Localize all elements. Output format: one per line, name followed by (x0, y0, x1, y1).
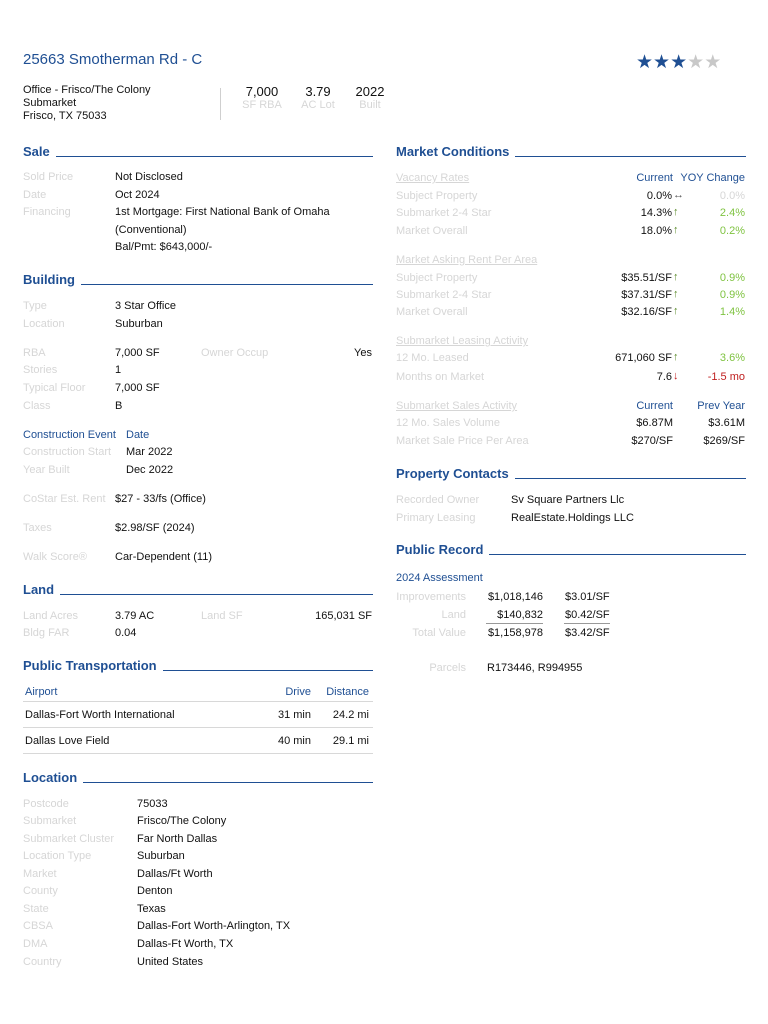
year-built-value: Dec 2022 (126, 464, 174, 476)
up-arrow-icon: ↑ (673, 271, 679, 283)
contacts-heading (396, 467, 746, 481)
star-filled-icon: ★ (653, 52, 671, 73)
location-value: Dallas/Ft Worth (137, 868, 213, 880)
up-arrow-icon: ↑ (673, 206, 679, 218)
rent-change-0: 0.9% (719, 272, 745, 284)
building-value-location: Suburban (115, 318, 163, 330)
stat-built-label: Built (359, 99, 381, 111)
leasing-value-1: 7.6 (656, 371, 672, 383)
up-arrow-icon: ↑ (673, 224, 679, 236)
sales-value-1: $270/SF (631, 435, 673, 447)
building-heading-text: Building (23, 272, 75, 287)
rent-value-2: $32.16/SF (621, 306, 672, 318)
sale-value-financing-type: (Conventional) (115, 224, 187, 236)
location-label: Country (23, 956, 62, 968)
up-arrow-icon: ↑ (673, 351, 679, 363)
transport-heading-text: Public Transportation (23, 658, 157, 673)
location-heading (23, 771, 373, 785)
rent-change-2: 1.4% (719, 306, 745, 318)
transport-heading (23, 659, 373, 673)
stat-lot-value: 3.79 (305, 84, 331, 99)
construction-date-header: Date (126, 429, 150, 441)
est-rent-value: $27 - 33/fs (Office) (115, 493, 206, 505)
construction-start-label: Construction Start (23, 446, 112, 458)
location-label: CBSA (23, 920, 53, 932)
sale-value-balance: Bal/Pmt: $643,000/- (115, 241, 213, 253)
stat-built (350, 84, 390, 111)
contacts-heading-text: Property Contacts (396, 466, 509, 481)
vacancy-change-0: 0.0% (719, 190, 745, 202)
taxes-label: Taxes (23, 522, 52, 534)
rent-change-1: 0.9% (719, 289, 745, 301)
location-label: State (23, 903, 49, 915)
up-arrow-icon: ↑ (673, 288, 679, 300)
star-filled-icon: ★ (670, 52, 688, 73)
rent-value-0: $35.51/SF (621, 272, 672, 284)
sale-heading (23, 145, 373, 159)
star-empty-icon: ★ (687, 52, 705, 73)
location-heading-text: Location (23, 770, 78, 785)
sale-value-financing: 1st Mortgage: First National Bank of Omaha (115, 206, 330, 218)
sale-label-date: Date (23, 189, 47, 201)
leasing-change-0: 3.6% (719, 352, 745, 364)
owner-label: Recorded Owner (396, 494, 480, 506)
transport-distance-0: 24.2 mi (332, 709, 369, 721)
building-label-rba: RBA (23, 347, 46, 359)
location-value: Frisco/The Colony (137, 815, 227, 827)
building-label-type: Type (23, 300, 47, 312)
sales-prev-0: $3.61M (708, 417, 745, 429)
vacancy-rates-link[interactable]: Vacancy Rates (396, 172, 470, 184)
transport-col-drive: Drive (285, 686, 311, 698)
property-submarket: Submarket (23, 97, 77, 109)
leasing-label-0: 12 Mo. Leased (396, 352, 469, 364)
assessment-persf: $3.01/SF (565, 591, 610, 603)
location-value: Far North Dallas (137, 833, 218, 845)
year-built-label: Year Built (23, 464, 70, 476)
sale-label-financing: Financing (23, 206, 71, 218)
vacancy-label-2: Market Overall (396, 225, 468, 237)
transport-distance-1: 29.1 mi (332, 735, 369, 747)
table-row: Dallas-Fort Worth International (25, 709, 175, 721)
building-value-rba: 7,000 SF (115, 347, 160, 359)
sales-label-0: 12 Mo. Sales Volume (396, 417, 500, 429)
taxes-value: $2.98/SF (2024) (115, 522, 195, 534)
owner-value: Sv Square Partners Llc (511, 494, 625, 506)
star-empty-icon: ★ (704, 52, 722, 73)
assessment-label: Land (441, 609, 466, 621)
location-value: Dallas-Ft Worth, TX (137, 938, 234, 950)
rent-label-2: Market Overall (396, 306, 468, 318)
building-label-floor: Typical Floor (23, 382, 86, 394)
land-heading (23, 583, 373, 597)
property-title: 25663 Smotherman Rd - C (23, 51, 203, 68)
sale-value-price: Not Disclosed (115, 171, 183, 183)
land-sf-label: Land SF (201, 610, 243, 622)
stat-lot (296, 84, 340, 111)
stat-rba-label: SF RBA (242, 99, 282, 111)
parcels-label: Parcels (429, 662, 466, 674)
market-heading (396, 145, 746, 159)
assessment-label: Total Value (412, 627, 466, 639)
up-arrow-icon: ↑ (673, 305, 679, 317)
land-acres-label: Land Acres (23, 610, 79, 622)
assessment-persf: $3.42/SF (565, 627, 610, 639)
est-rent-label: CoStar Est. Rent (23, 493, 106, 505)
vacancy-label-1: Submarket 2-4 Star (396, 207, 492, 219)
record-heading-text: Public Record (396, 542, 484, 557)
transport-drive-1: 40 min (277, 735, 311, 747)
rent-label-1: Submarket 2-4 Star (396, 289, 492, 301)
land-sf-value: 165,031 SF (315, 610, 372, 622)
leasing-value-0: 671,060 SF (615, 352, 672, 364)
location-value: United States (137, 956, 204, 968)
header-divider (220, 88, 221, 120)
location-label: County (23, 885, 58, 897)
assessment-persf: $0.42/SF (565, 609, 610, 621)
land-heading-text: Land (23, 582, 55, 597)
sales-activity-link[interactable]: Submarket Sales Activity (396, 400, 518, 412)
construction-event-header: Construction Event (23, 429, 116, 441)
assessment-value: $1,018,146 (487, 591, 543, 603)
vacancy-change-1: 2.4% (719, 207, 745, 219)
sale-label-price: Sold Price (23, 171, 74, 183)
building-heading (23, 273, 373, 287)
vacancy-value-1: 14.3% (640, 207, 672, 219)
building-value-type: 3 Star Office (115, 300, 176, 312)
transport-col-airport: Airport (25, 686, 58, 698)
assessment-label: Improvements (396, 591, 466, 603)
vacancy-value-2: 18.0% (640, 225, 672, 237)
record-heading (396, 543, 746, 557)
leasing-activity-link[interactable]: Submarket Leasing Activity (396, 335, 529, 347)
location-label: DMA (23, 938, 48, 950)
stat-rba-value: 7,000 (245, 84, 279, 99)
location-value: Texas (137, 903, 166, 915)
sales-value-0: $6.87M (636, 417, 673, 429)
vacancy-label-0: Subject Property (396, 190, 478, 202)
leasing-change-1: -1.5 mo (707, 371, 745, 383)
walk-score-value: Car-Dependent (11) (115, 551, 213, 563)
stat-lot-label: AC Lot (301, 99, 335, 111)
building-value-stories: 1 (115, 364, 122, 376)
leasing-label-1: Months on Market (396, 371, 485, 383)
asking-rent-link[interactable]: Market Asking Rent Per Area (396, 254, 538, 266)
building-value-owner: Yes (354, 347, 372, 359)
rent-value-1: $37.31/SF (621, 289, 672, 301)
location-label: Market (23, 868, 57, 880)
property-type: Office - Frisco/The Colony (23, 84, 151, 96)
parcels-value: R173446, R994955 (487, 662, 583, 674)
building-value-floor: 7,000 SF (115, 382, 160, 394)
market-col-current: Current (636, 172, 673, 184)
stat-rba (236, 84, 288, 111)
sales-col-prev: Prev Year (697, 400, 745, 412)
sale-value-date: Oct 2024 (115, 189, 160, 201)
market-heading-text: Market Conditions (396, 144, 510, 159)
leasing-contact-label: Primary Leasing (396, 512, 476, 524)
building-label-owner: Owner Occup (201, 347, 269, 359)
vacancy-value-0: 0.0% (646, 190, 672, 202)
walk-score-label: Walk Score® (23, 551, 87, 563)
stat-built-value: 2022 (355, 84, 385, 99)
building-label-location: Location (23, 318, 65, 330)
star-rating (636, 53, 721, 72)
down-arrow-icon: ↓ (673, 370, 679, 382)
location-value: Dallas-Fort Worth-Arlington, TX (137, 920, 291, 932)
building-label-class: Class (23, 400, 51, 412)
location-value: Denton (137, 885, 173, 897)
location-value: Suburban (137, 850, 185, 862)
bldg-far-value: 0.04 (115, 627, 137, 639)
bldg-far-label: Bldg FAR (23, 627, 70, 639)
sales-label-1: Market Sale Price Per Area (396, 435, 529, 447)
location-label: Submarket (23, 815, 77, 827)
location-label: Postcode (23, 798, 69, 810)
property-city: Frisco, TX 75033 (23, 110, 107, 122)
land-acres-value: 3.79 AC (115, 610, 155, 622)
sales-col-current: Current (636, 400, 673, 412)
transport-drive-0: 31 min (277, 709, 311, 721)
location-value: 75033 (137, 798, 168, 810)
building-value-class: B (115, 400, 123, 412)
market-col-yoy: YOY Change (680, 172, 745, 184)
leasing-contact-value: RealEstate.Holdings LLC (511, 512, 634, 524)
rent-label-0: Subject Property (396, 272, 478, 284)
star-filled-icon: ★ (636, 52, 654, 73)
construction-start-value: Mar 2022 (126, 446, 173, 458)
location-label: Location Type (23, 850, 92, 862)
table-row: Dallas Love Field (25, 735, 110, 747)
building-label-stories: Stories (23, 364, 58, 376)
assessment-value: $1,158,978 (487, 627, 543, 639)
assessment-header: 2024 Assessment (396, 572, 483, 584)
assessment-value: $140,832 (497, 609, 543, 621)
flat-arrow-icon: ↔ (673, 189, 684, 201)
transport-col-distance: Distance (326, 686, 369, 698)
sales-prev-1: $269/SF (703, 435, 745, 447)
sale-heading-text: Sale (23, 144, 50, 159)
vacancy-change-2: 0.2% (719, 225, 745, 237)
location-label: Submarket Cluster (23, 833, 115, 845)
